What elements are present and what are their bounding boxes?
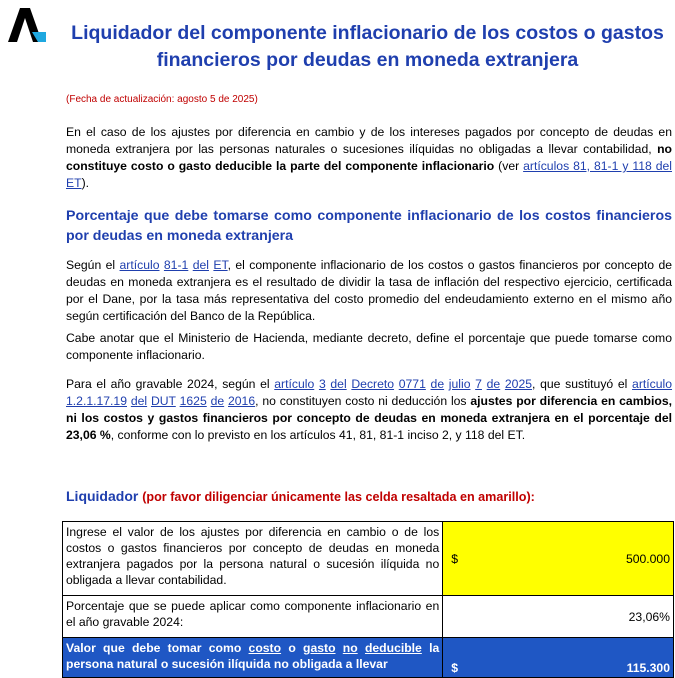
articles-et-link[interactable]: artículos 81, 81-1 y 118 del ET xyxy=(66,159,672,190)
intro-paragraph: En el caso de los ajustes por diferencia en cambio y de los intereses pagados por concepto de deudas en moneda extranjera por las personas naturales o sucesiones ilíquidas no obligadas a llevar contabilidad, no constituye costo o gasto deducible la parte del componente inflacionario (ver artículos 81, 81-1 y 118 del ET). xyxy=(66,125,672,190)
percentage-label: Porcentaje que se puede aplicar como componente inflacionario en el año gravable 2024: xyxy=(63,596,443,638)
currency-symbol xyxy=(443,596,461,638)
link-et[interactable]: ET xyxy=(213,258,228,272)
page-title: Liquidador del componente inflacionario de los costos o gastos financieros por deudas en moneda extranjera xyxy=(71,22,664,71)
link-decreto-1[interactable]: artículo xyxy=(274,377,315,391)
link-decreto-8[interactable]: 7 xyxy=(475,377,482,391)
result-value: 115.300 xyxy=(461,638,673,678)
link-decreto-5[interactable]: 0771 xyxy=(398,377,426,391)
link-del[interactable]: del xyxy=(192,258,209,272)
paragraph-ministerio: Cabe anotar que el Ministerio de Hacienda, mediante decreto, define el porcentaje que puede tomarse como componente inflacionario. xyxy=(66,331,672,362)
section-heading: Porcentaje que debe tomarse como componente inflacionario de los costos financieros por deudas en moneda extranjera xyxy=(66,208,672,244)
paragraph-article-81-1: Según el artículo 81-1 del ET, el componente inflacionario de los costos o gastos financieros por concepto de deudas en moneda extranjera es el resultado de dividir la tasa de inflación del respectivo ejercicio, certificada por el Dane, por la tasa más representativa del costo promedio del endeudamiento externo en el mismo año según certificación del Banco de la República. xyxy=(66,258,673,323)
link-81-1[interactable]: 81-1 xyxy=(163,258,189,272)
link-dut-3[interactable]: del xyxy=(130,394,148,408)
brand-logo-icon xyxy=(6,6,48,44)
paragraph-decreto: Para el año gravable 2024, según el artículo 3 del Decreto 0771 de julio 7 de 2025, que sustituyó el artículo 1.2.1.17.19 del DUT 1625 de 2016, no constituyen costo ni deducción los ajustes por diferencia en cambios, ni los costos y gastos financieros por concepto de deudas en moneda extranjera en el porcentaje del 23,06 %, conforme con lo previsto en los artículos 41, 81, 81-1 inciso 2, y 118 del ET. xyxy=(66,377,673,442)
table-row xyxy=(63,638,674,678)
link-decreto-9[interactable]: de xyxy=(486,377,501,391)
link-dut-4[interactable]: DUT xyxy=(150,394,176,408)
table-row xyxy=(63,522,674,596)
liquidador-instruction: (por favor diligenciar únicamente las celda resaltada en amarillo): xyxy=(142,490,535,504)
percentage-value: 23,06% xyxy=(461,596,673,638)
link-dut-2[interactable]: 1.2.1.17.19 xyxy=(66,394,127,408)
link-decreto-2[interactable]: 3 xyxy=(318,377,326,391)
liquidador-table xyxy=(62,521,674,678)
link-dut-6[interactable]: de xyxy=(210,394,225,408)
link-decreto-3[interactable]: del xyxy=(330,377,347,391)
input-amount-label: Ingrese el valor de los ajustes por diferencia en cambio o de los costos o gastos financieros por concepto de deudas en moneda extranjera pagados por la persona natural o sucesión ilíquida no obligada a llevar contabilidad. xyxy=(63,522,443,596)
liquidador-heading: Liquidador (por favor diligenciar únicamente las celda resaltada en amarillo): xyxy=(66,488,535,504)
table-row xyxy=(63,596,674,638)
currency-symbol: $ xyxy=(443,638,461,678)
link-articulo[interactable]: artículo xyxy=(119,258,160,272)
link-decreto-7[interactable]: julio xyxy=(448,377,471,391)
link-decreto-4[interactable]: Decreto xyxy=(351,377,395,391)
link-dut-7[interactable]: 2016 xyxy=(228,394,256,408)
link-dut-5[interactable]: 1625 xyxy=(179,394,207,408)
link-decreto-6[interactable]: de xyxy=(430,377,445,391)
link-decreto-10[interactable]: 2025 xyxy=(504,377,533,391)
link-dut-1[interactable]: artículo xyxy=(632,377,673,391)
currency-symbol: $ xyxy=(443,522,461,596)
result-label: Valor que debe tomar como costo o gasto no deducible la persona natural o sucesión ilíquida no obligada a llevar xyxy=(63,638,443,678)
amount-input-cell[interactable]: 500.000 xyxy=(461,522,673,596)
update-date: (Fecha de actualización: agosto 5 de 2025) xyxy=(66,94,258,105)
